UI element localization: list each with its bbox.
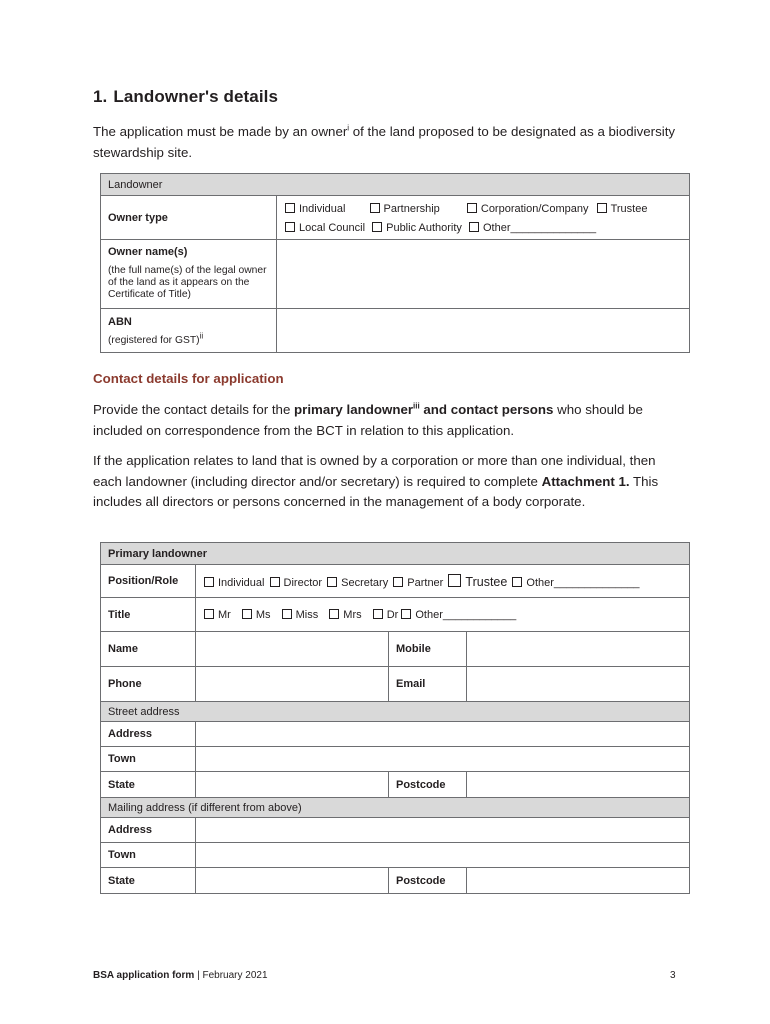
- checkbox-icon: [282, 609, 292, 619]
- checkbox-icon: [393, 577, 403, 587]
- owner-name-field[interactable]: [277, 240, 690, 309]
- page-number: 3: [670, 970, 676, 981]
- owner-name-note: (the full name(s) of the legal owner of the land as it appears on the Certificate of Title): [108, 265, 267, 300]
- owner-type-options: [277, 196, 690, 240]
- owner-type-trustee[interactable]: Trustee: [597, 203, 648, 215]
- checkbox-icon: [370, 203, 380, 213]
- position-director[interactable]: Director: [270, 577, 323, 589]
- position-options: [196, 565, 690, 598]
- mailing-address-label: Address: [101, 818, 196, 843]
- mailing-address-field[interactable]: [196, 818, 690, 843]
- phone-field[interactable]: [196, 667, 389, 702]
- mobile-label: Mobile: [389, 632, 467, 667]
- position-secretary[interactable]: Secretary: [327, 577, 388, 589]
- checkbox-icon: [512, 577, 522, 587]
- intro-paragraph: [93, 122, 683, 163]
- landowner-header: Landowner: [101, 174, 690, 196]
- checkbox-icon: [467, 203, 477, 213]
- mailing-town-label: Town: [101, 843, 196, 868]
- street-address-field[interactable]: [196, 722, 690, 747]
- street-address-header: Street address: [101, 702, 690, 722]
- section-title-text: Landowner's details: [113, 87, 279, 106]
- abn-label-cell: [101, 309, 277, 353]
- checkbox-icon: [204, 577, 214, 587]
- owner-type-local-council[interactable]: Local Council: [285, 222, 365, 234]
- owner-type-partnership[interactable]: Partnership: [370, 203, 440, 215]
- checkbox-icon: [285, 222, 295, 232]
- street-postcode-label: Postcode: [389, 772, 467, 798]
- mailing-town-field[interactable]: [196, 843, 690, 868]
- landowner-table: [100, 173, 690, 353]
- owner-type-corporation[interactable]: Corporation/Company: [467, 203, 589, 215]
- street-address-label: Address: [101, 722, 196, 747]
- position-trustee[interactable]: Trustee: [448, 575, 507, 589]
- mailing-state-field[interactable]: [196, 868, 389, 894]
- checkbox-icon: [242, 609, 252, 619]
- email-field[interactable]: [467, 667, 690, 702]
- primary-landowner-table: [100, 542, 690, 894]
- abn-label: ABN: [108, 316, 132, 328]
- mailing-postcode-label: Postcode: [389, 868, 467, 894]
- primary-landowner-header: Primary landowner: [101, 543, 690, 565]
- checkbox-icon: [401, 609, 411, 619]
- title-options: [196, 598, 690, 632]
- intro-text-b: of the land proposed to be designated as a biodiversity stewardship site.: [93, 124, 676, 160]
- position-individual[interactable]: Individual: [204, 577, 264, 589]
- title-ms[interactable]: Ms: [242, 609, 271, 621]
- checkbox-icon: [270, 577, 280, 587]
- contact-heading: Contact details for application: [93, 371, 284, 386]
- checkbox-icon: [204, 609, 214, 619]
- owner-type-other[interactable]: Other______________: [469, 222, 596, 234]
- owner-type-label: Owner type: [101, 196, 277, 240]
- mailing-state-label: State: [101, 868, 196, 894]
- position-partner[interactable]: Partner: [393, 577, 443, 589]
- mailing-address-header: Mailing address (if different from above): [101, 798, 690, 818]
- intro-text-a: The application must be made by an owner: [93, 124, 348, 139]
- email-label: Email: [389, 667, 467, 702]
- name-field[interactable]: [196, 632, 389, 667]
- footer: [93, 970, 268, 981]
- checkbox-icon: [327, 577, 337, 587]
- mailing-postcode-field[interactable]: [467, 868, 690, 894]
- title-mrs[interactable]: Mrs: [329, 609, 361, 621]
- section-number: 1.: [93, 87, 108, 106]
- street-town-field[interactable]: [196, 747, 690, 772]
- checkbox-icon: [448, 574, 461, 587]
- position-other[interactable]: Other______________: [512, 577, 639, 589]
- abn-note: (registered for GST)$^{ii}$: [108, 331, 204, 346]
- footer-date: | February 2021: [194, 970, 268, 981]
- footer-title: BSA application form: [93, 970, 195, 981]
- endnote-ref-iii: iii: [413, 401, 420, 411]
- owner-type-individual[interactable]: Individual: [285, 203, 345, 215]
- contact-paragraph-1: Provide the contact details for the primary landowner$^{iii}$ and contact persons who should be included on correspondence from the BCT in relation to this application.: [93, 401, 643, 438]
- checkbox-icon: [469, 222, 479, 232]
- title-miss[interactable]: Miss: [282, 609, 319, 621]
- endnote-ref-i: i: [347, 123, 350, 133]
- section-title: [93, 87, 278, 107]
- checkbox-icon: [373, 609, 383, 619]
- checkbox-icon: [329, 609, 339, 619]
- owner-name-label-cell: [101, 240, 277, 309]
- checkbox-icon: [597, 203, 607, 213]
- title-label: Title: [101, 598, 196, 632]
- street-state-field[interactable]: [196, 772, 389, 798]
- owner-type-public-authority[interactable]: Public Authority: [372, 222, 462, 234]
- owner-name-label: Owner name(s): [108, 246, 188, 258]
- title-dr[interactable]: Dr: [373, 609, 399, 621]
- title-mr[interactable]: Mr: [204, 609, 231, 621]
- mobile-field[interactable]: [467, 632, 690, 667]
- contact-paragraph-2: If the application relates to land that is owned by a corporation or more than one individual, then each landowner (including director and/or secretary) is required to complete Attachment 1. This includes all directors or persons concerned in the management of a body corporate.: [93, 453, 659, 509]
- street-state-label: State: [101, 772, 196, 798]
- checkbox-icon: [285, 203, 295, 213]
- street-town-label: Town: [101, 747, 196, 772]
- position-label: Position/Role: [101, 565, 196, 598]
- abn-field[interactable]: [277, 309, 690, 353]
- phone-label: Phone: [101, 667, 196, 702]
- endnote-ref-ii: ii: [199, 331, 204, 341]
- checkbox-icon: [372, 222, 382, 232]
- title-other[interactable]: Other____________: [401, 609, 516, 621]
- name-label: Name: [101, 632, 196, 667]
- street-postcode-field[interactable]: [467, 772, 690, 798]
